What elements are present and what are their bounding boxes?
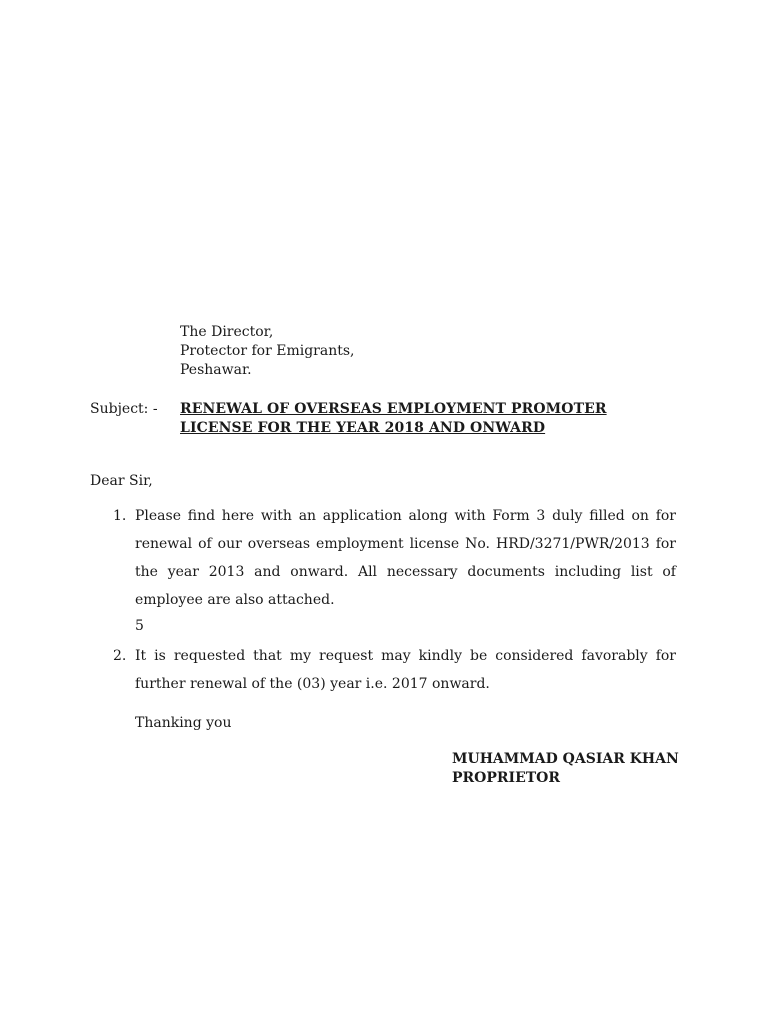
- signatory-title: PROPRIETOR: [452, 770, 560, 786]
- addressee-title: The Director,: [180, 324, 274, 340]
- subject-line-1: RENEWAL OF OVERSEAS EMPLOYMENT PROMOTER: [180, 401, 607, 417]
- subject-text: [180, 400, 607, 438]
- paragraph-text: Please find here with an application along with Form 3 duly filled on for renewal of our overseas employment license No. HRD/3271/PWR/2013 for the year 2013 and onward. All necessary documents including list of employee are also attached.: [135, 508, 676, 608]
- salutation: Dear Sir,: [90, 473, 153, 489]
- addressee-office: Protector for Emigrants,: [180, 343, 355, 359]
- stray-number: 5: [135, 618, 144, 634]
- signatory-name: MUHAMMAD QASIAR KHAN: [452, 751, 679, 767]
- subject-label: Subject: -: [90, 401, 158, 417]
- paragraph-number: 2.: [113, 648, 127, 664]
- paragraph-text: It is requested that my request may kindly be considered favorably for further renewal of the (03) year i.e. 2017 onward.: [135, 648, 676, 692]
- paragraph-number: 1.: [113, 508, 127, 524]
- closing-text: Thanking you: [135, 715, 232, 731]
- signature-block: [452, 750, 679, 788]
- addressee-block: [180, 323, 355, 380]
- addressee-city: Peshawar.: [180, 362, 252, 378]
- subject-line-2: LICENSE FOR THE YEAR 2018 AND ONWARD: [180, 420, 546, 436]
